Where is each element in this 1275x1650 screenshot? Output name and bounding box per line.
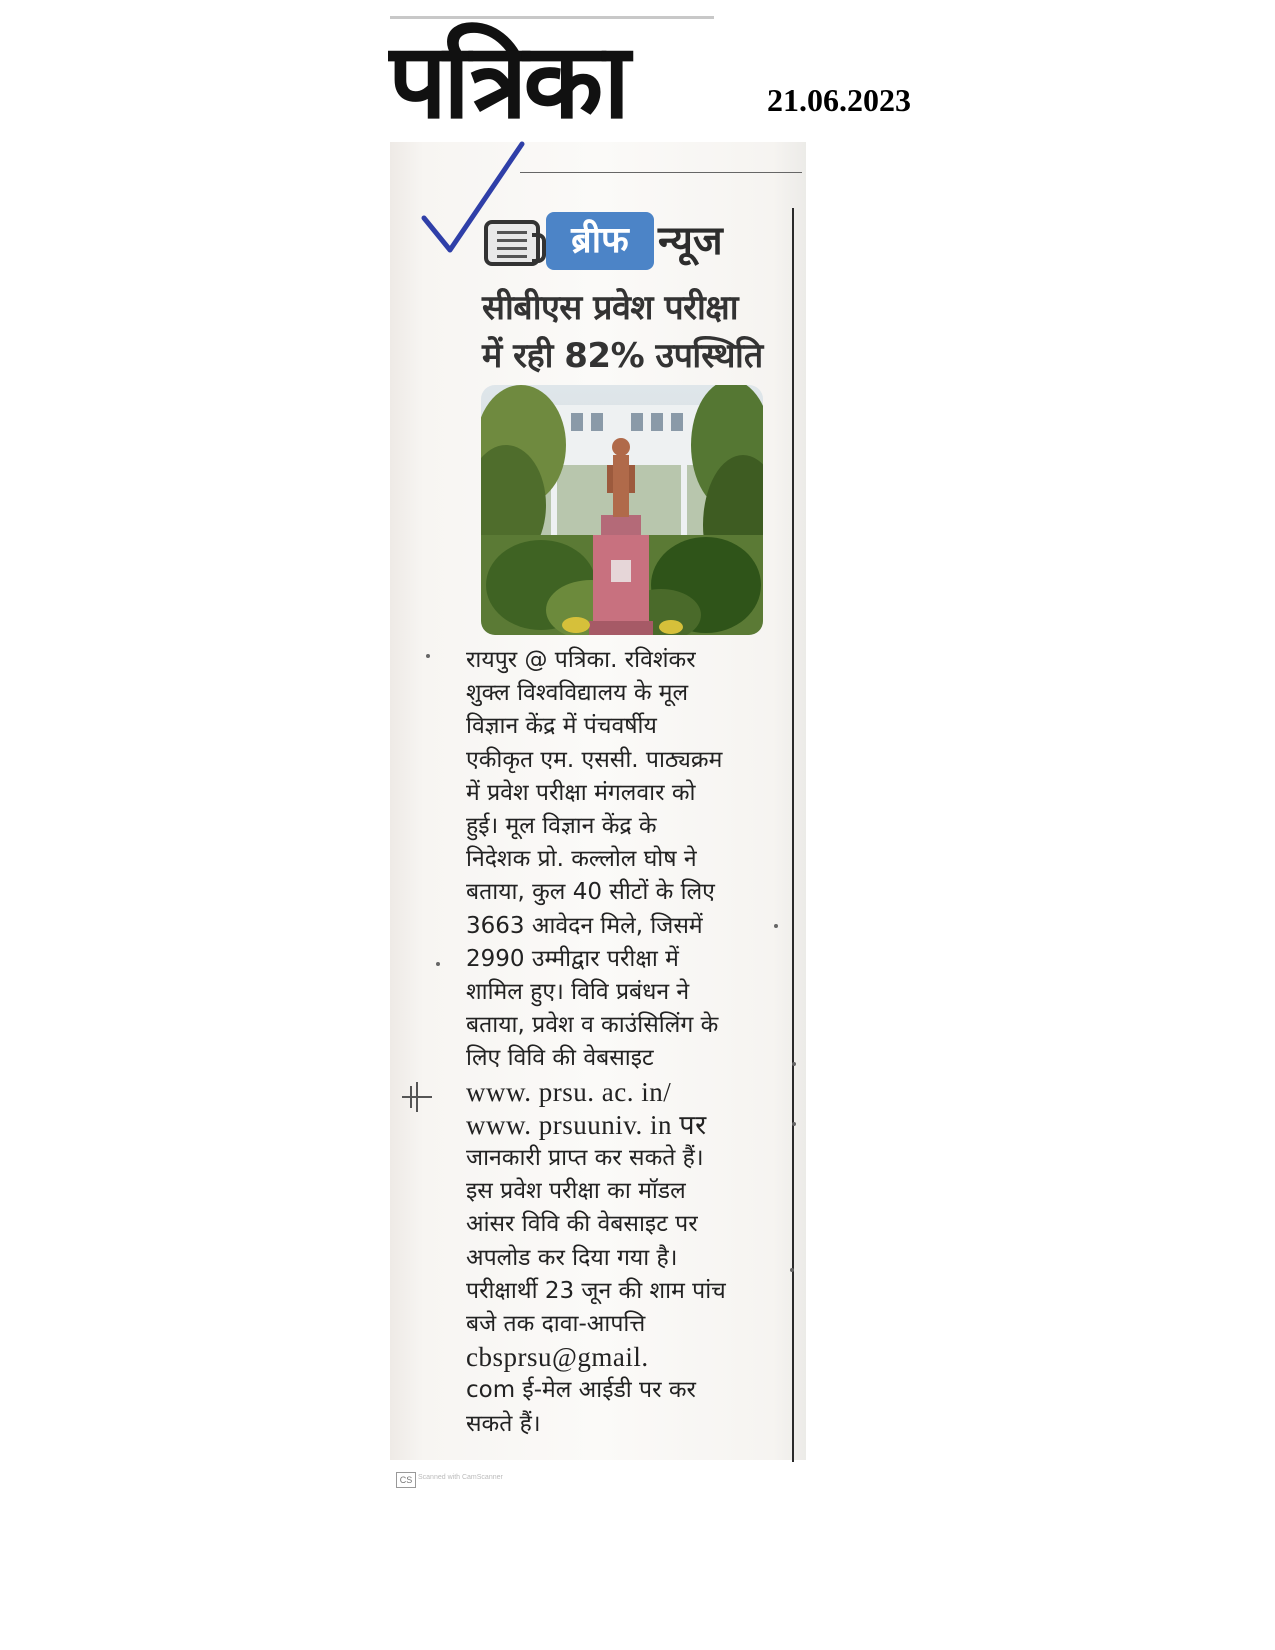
body-line: 3663 आवेदन मिले, जिसमें: [466, 912, 703, 939]
article-body: [466, 644, 786, 1441]
statue-photo-illustration: [481, 385, 763, 635]
body-line: एकीकृत एम. एससी. पाठ्यक्रम: [466, 746, 723, 773]
body-line: इस प्रवेश परीक्षा का मॉडल: [466, 1178, 686, 1205]
body-line: जानकारी प्राप्त कर सकते हैं।: [466, 1145, 704, 1172]
email-line: cbsprsu@gmail.: [466, 1342, 649, 1373]
clipping-top-rule: [520, 172, 802, 173]
clipping-date: 21.06.2023: [767, 82, 911, 118]
registration-mark-icon: [402, 1082, 432, 1112]
section-label: न्यूज: [658, 218, 723, 264]
column-rule: [792, 208, 794, 1462]
body-line: शामिल हुए। विवि प्रबंधन ने: [466, 979, 690, 1006]
section-tag: ब्रीफ: [546, 212, 654, 270]
body-line: रायपुर @ पत्रिका. रविशंकर: [466, 647, 696, 673]
body-line: निदेशक प्रो. कल्लोल घोष ने: [466, 846, 697, 873]
body-line: में प्रवेश परीक्षा मंगलवार को: [466, 779, 696, 806]
body-line: com ई-मेल आईडी पर कर: [466, 1377, 696, 1404]
body-line: हुई। मूल विज्ञान केंद्र के: [466, 813, 657, 840]
masthead-top-rule: [390, 16, 714, 19]
body-line: 2990 उम्मीद्वार परीक्षा में: [466, 945, 679, 972]
body-line: विज्ञान केंद्र में पंचवर्षीय: [466, 713, 657, 740]
headline-line-1: सीबीएस प्रवेश परीक्षा: [482, 288, 739, 328]
body-line: बताया, प्रवेश व काउंसिलिंग के: [466, 1012, 719, 1039]
newspaper-masthead: पत्रिका: [388, 22, 627, 140]
body-line: अपलोड कर दिया गया है।: [466, 1244, 678, 1271]
newspaper-icon: [484, 220, 540, 266]
article-headline: [482, 284, 782, 380]
body-line: बताया, कुल 40 सीटों के लिए: [466, 879, 715, 906]
headline-line-2: में रही 82% उपस्थिति: [482, 336, 763, 376]
body-line: परीक्षार्थी 23 जून की शाम पांच: [466, 1277, 726, 1304]
website-url-line: www. prsuuniv. in पर: [466, 1109, 707, 1140]
body-line: शुक्ल विश्वविद्यालय के मूल: [466, 680, 689, 707]
body-line: आंसर विवि की वेबसाइट पर: [466, 1211, 698, 1238]
website-url-line: www. prsu. ac. in/: [466, 1076, 672, 1107]
body-line: बजे तक दावा-आपत्ति: [466, 1311, 646, 1338]
article-photo: [481, 385, 763, 635]
scanner-watermark: Scanned with CamScanner: [418, 1474, 503, 1481]
body-line: लिए विवि की वेबसाइट: [466, 1045, 654, 1072]
scanner-logo-icon: CS: [396, 1472, 416, 1488]
body-line: सकते हैं।: [466, 1410, 541, 1437]
